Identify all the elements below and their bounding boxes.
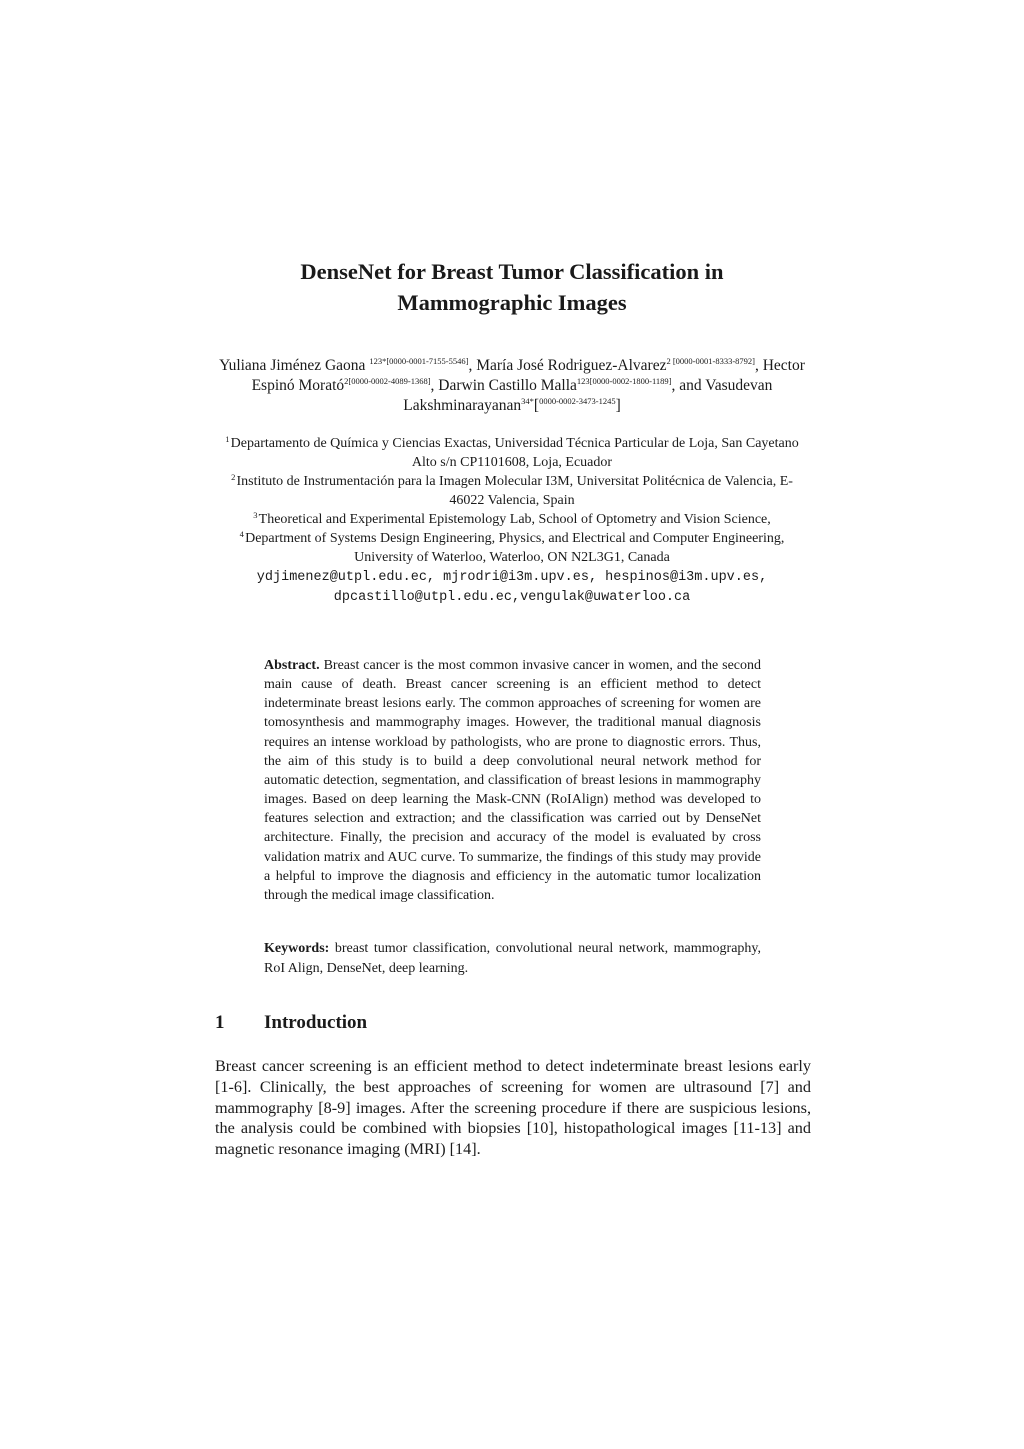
author-separator: ,: [468, 357, 477, 374]
orcid-open-bracket: [: [533, 397, 540, 414]
author-affiliation-orcid: 123*[0000-0001-7155-5546]: [369, 356, 469, 366]
keywords: [264, 939, 761, 978]
abstract-label: Abstract.: [264, 658, 320, 673]
author-orcid: 0000-0002-3473-1245: [539, 396, 616, 406]
author-affiliation-orcid: 2 [0000-0001-8333-8792]: [666, 356, 755, 366]
email-line-2: dpcastillo@utpl.edu.ec,vengulak@uwaterloo.ca: [333, 590, 691, 605]
author-name: Hector Espinó Morató: [251, 357, 805, 394]
affiliation: [214, 529, 810, 567]
author-affiliation: 34*: [521, 396, 534, 406]
paper-title: [212, 256, 812, 318]
author-affiliation-orcid: 123[0000-0002-1800-1189]: [576, 376, 672, 386]
keywords-text: breast tumor classification, convolutional neural network, mammography, RoI Align, DenseNet, deep learning.: [264, 941, 761, 976]
introduction-paragraph: Breast cancer screening is an efficient method to detect indeterminate breast lesions early [1-6]. Clinically, the best approaches of screening for women are ultrasound [7] and mammography [8-9] images. After the screening procedure if there are suspicious lesions, the analysis could be combined with biopsies [10], histopathological images [11-13] and magnetic resonance imaging (MRI) [14].: [215, 1057, 811, 1159]
affiliation-text: Department of Systems Design Engineering, Physics, and Electrical and Computer Engineering, University of Waterloo, Waterloo, ON N2L3G1, Canada: [245, 531, 785, 565]
section-heading: [215, 1011, 615, 1035]
author-separator: , and: [671, 377, 706, 394]
abstract: [264, 656, 761, 905]
affiliation: [214, 434, 810, 472]
author-separator: ,: [430, 377, 439, 394]
author-affiliation-orcid: 2[0000-0002-4089-1368]: [344, 376, 431, 386]
affiliation-number: 2: [231, 472, 236, 482]
section-title: Introduction: [264, 1012, 368, 1033]
affiliation-text: Instituto de Instrumentación para la Imagen Molecular I3M, Universitat Politécnica de Valencia, E-46022 Valencia, Spain: [236, 474, 793, 508]
affiliation: [214, 472, 810, 510]
title-line-1: DenseNet for Breast Tumor Classification in: [300, 259, 724, 284]
author-name: Yuliana Jiménez Gaona: [219, 357, 366, 374]
affiliation-number: 4: [239, 529, 244, 539]
affiliation: [214, 510, 810, 529]
affiliation-number: 3: [253, 510, 258, 520]
affiliation-number: 1: [225, 434, 230, 444]
author-name: María José Rodriguez-Alvarez: [476, 357, 667, 374]
email-list: [214, 568, 810, 608]
affiliation-list: [214, 434, 810, 567]
orcid-close-bracket: ]: [615, 397, 621, 414]
title-line-2: Mammographic Images: [397, 290, 627, 315]
author-list: [214, 356, 810, 416]
author-separator: ,: [754, 357, 763, 374]
keywords-label: Keywords:: [264, 941, 330, 956]
email-line-1: ydjimenez@utpl.edu.ec, mjrodri@i3m.upv.es, hespinos@i3m.upv.es,: [256, 570, 768, 585]
author-name: Vasudevan Lakshminarayanan: [403, 377, 773, 414]
affiliation-text: Departamento de Química y Ciencias Exactas, Universidad Técnica Particular de Loja, San Cayetano Alto s/n CP1101608, Loja, Ecuador: [230, 436, 799, 470]
author-name: Darwin Castillo Malla: [438, 377, 577, 394]
section-number: 1: [215, 1012, 225, 1033]
abstract-text: Breast cancer is the most common invasive cancer in women, and the second main cause of death. Breast cancer screening is an efficient method to detect indeterminate breast lesions early. The common approaches of screening for women are tomosynthesis and mammography images. However, the traditional manual diagnosis requires an intense workload by pathologists, who are prone to diagnostic errors. Thus, the aim of this study is to build a deep convolutional neural network method for automatic detection, segmentation, and classification of breast lesions in mammography images. Based on deep learning the Mask-CNN (RoIAlign) method was developed to features selection and extraction; and the classification was carried out by DenseNet architecture. Finally, the precision and accuracy of the model is evaluated by cross validation matrix and AUC curve. To summarize, the findings of this study may provide a helpful to improve the diagnosis and efficiency in the automatic tumor localization through the medical image classification.: [264, 658, 762, 903]
affiliation-text: Theoretical and Experimental Epistemology Lab, School of Optometry and Vision Science,: [258, 512, 771, 527]
